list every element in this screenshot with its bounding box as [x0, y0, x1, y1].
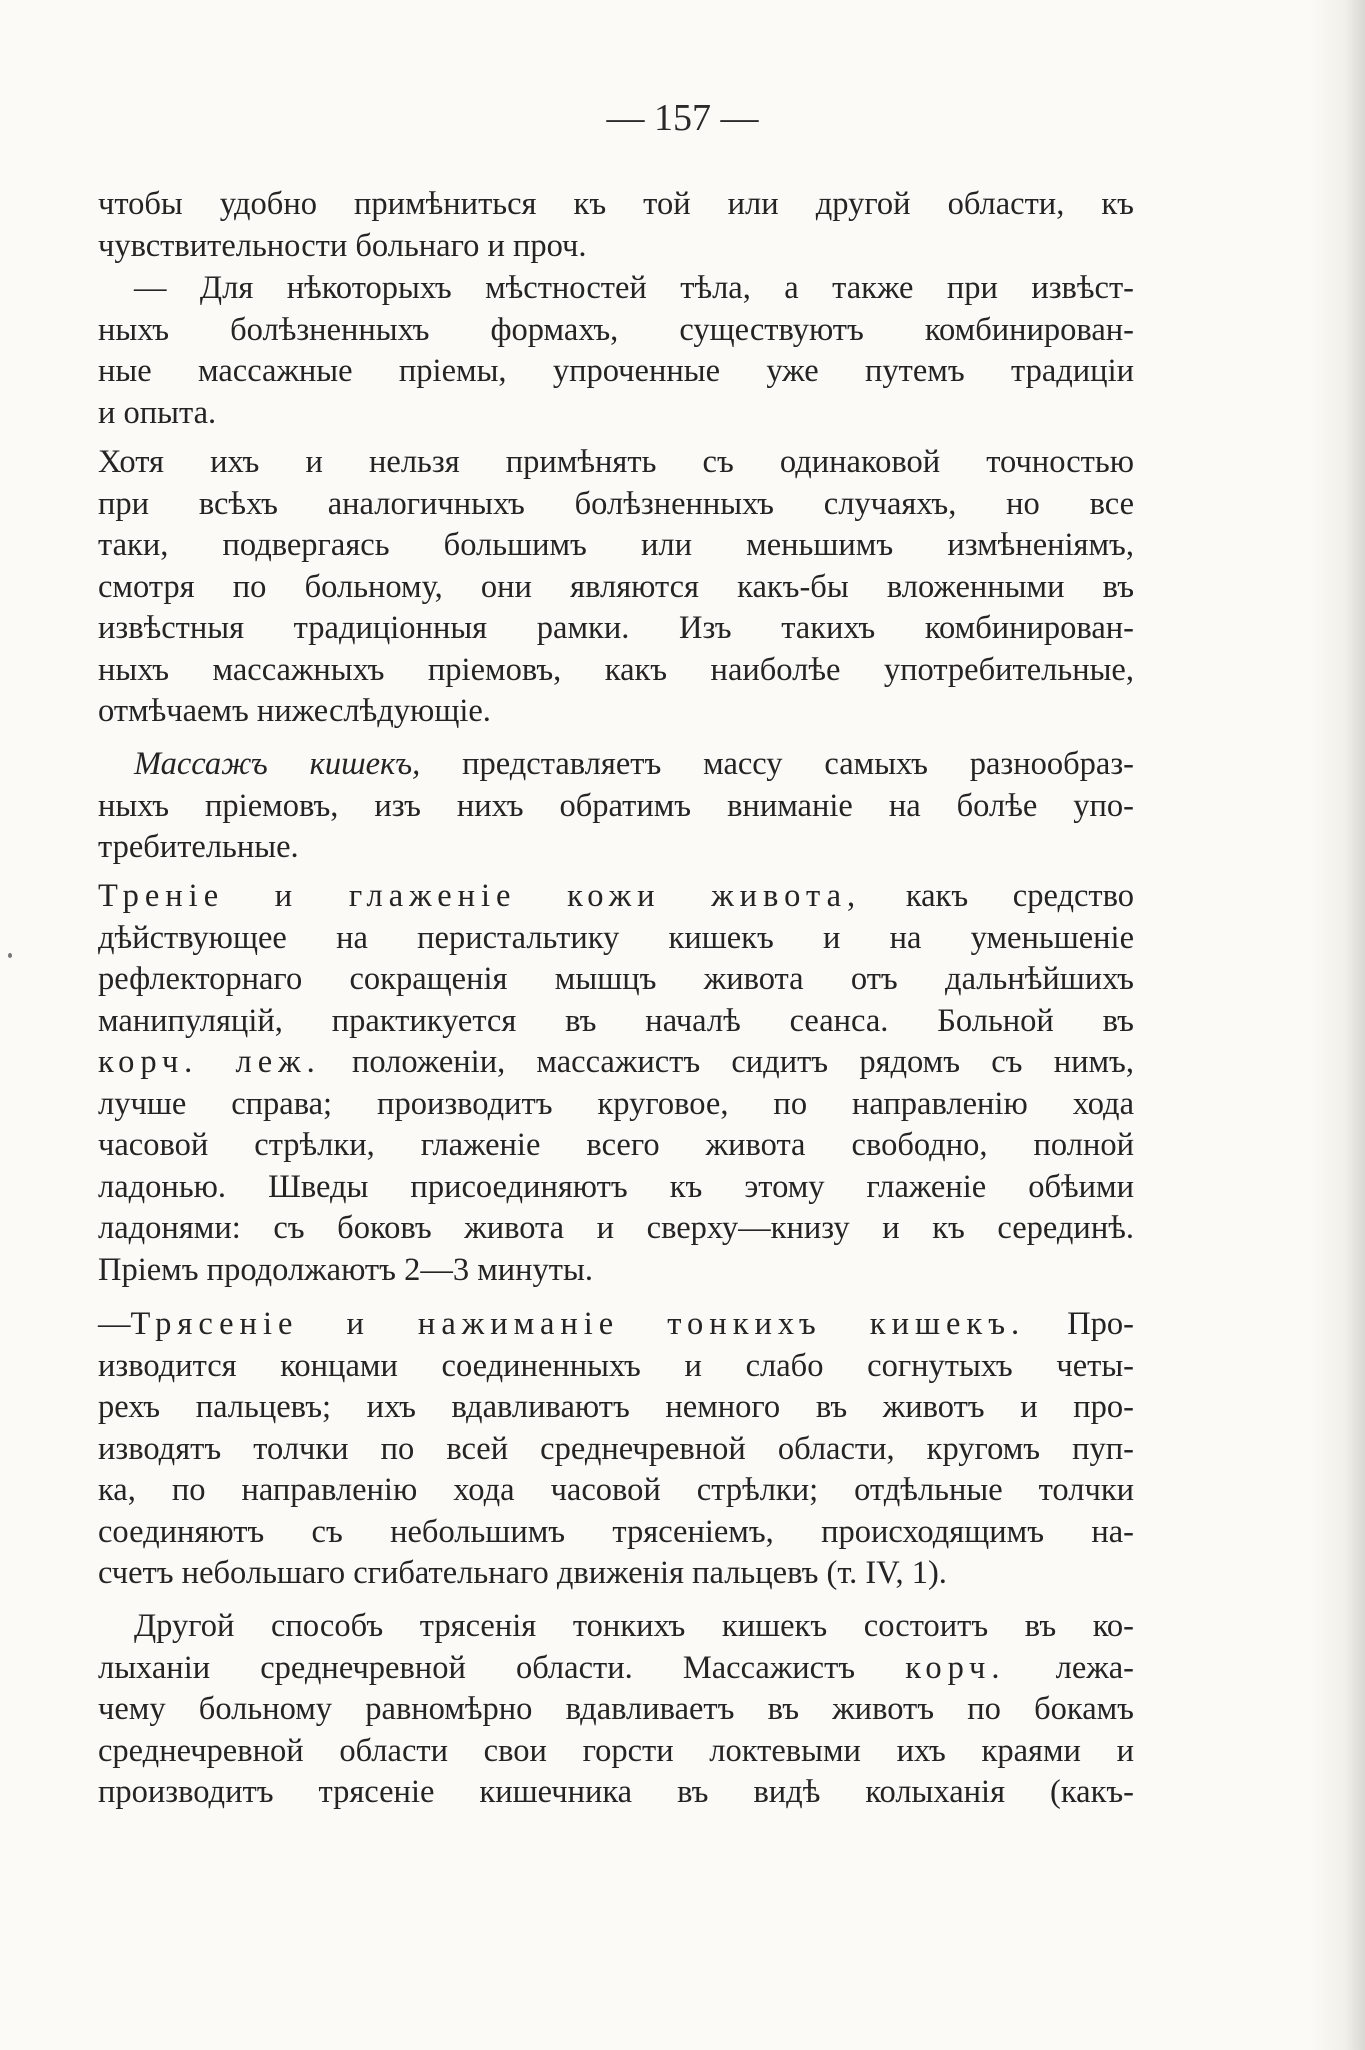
text-line [98, 1304, 1134, 1346]
text-line: изводятъ толчки по всей среднечревной области, кругомъ пуп- [98, 1430, 1134, 1467]
text-run: лежа- [1005, 1649, 1134, 1686]
paragraph-continuation [98, 184, 1134, 267]
text-line: — Для нѣкоторыхъ мѣстностей тѣла, а также при извѣст- [134, 270, 1134, 306]
text-line: соединяютъ съ небольшимъ трясеніемъ, происходящимъ на- [98, 1513, 1134, 1550]
text-line: ладонями: съ боковъ живота и сверху—книзу и къ серединѣ. [98, 1210, 1134, 1246]
text-line: чувствительности больнаго и проч. [98, 227, 587, 264]
text-line: требительные. [98, 829, 299, 865]
paragraph-shaking-pressing [98, 1304, 1134, 1595]
text-line: лучше справа; производитъ круговое, по направленію хода [98, 1085, 1134, 1122]
text-line: среднечревной области свои горсти локтевыми ихъ краями и [98, 1732, 1134, 1769]
text-line: отмѣчаемъ нижеслѣдующіе. [98, 693, 491, 729]
text-line: рехъ пальцевъ; ихъ вдавливаютъ немного въ животъ и про- [98, 1389, 1134, 1425]
text-run: лыханіи среднечревной области. Массажистъ [98, 1649, 856, 1686]
text-line: чему больному равномѣрно вдавливаетъ въ животъ по бокамъ [98, 1691, 1134, 1727]
text-line: Пріемъ продолжаютъ 2—3 минуты. [98, 1251, 593, 1288]
paragraph-intestine-massage [98, 744, 1134, 869]
paragraph-other-method [98, 1606, 1134, 1814]
text-line [98, 744, 1134, 786]
text-line: ныхъ пріемовъ, изъ нихъ обратимъ вниманіе на болѣе упо- [98, 787, 1134, 824]
text-line: Другой способъ трясенія тонкихъ кишекъ состоитъ въ ко- [134, 1608, 1134, 1644]
text-line: ка, по направленію хода часовой стрѣлки; отдѣльные толчки [98, 1472, 1134, 1508]
text-line [98, 1648, 1134, 1690]
text-line: смотря по больному, они являются какъ-бы вложенными въ [98, 568, 1134, 605]
text-line [98, 876, 1134, 918]
spaced-abbrev: корч. леж. [98, 1044, 321, 1080]
text-line: извѣстныя традиціонныя рамки. Изъ такихъ комбинирован- [98, 610, 1134, 646]
text-line: Хотя ихъ и нельзя примѣнять съ одинаковой точностью [98, 444, 1134, 480]
text-run: какъ средство [861, 878, 1134, 914]
paragraph-traditional-frames [98, 442, 1134, 733]
text-line: манипуляцій, практикуется въ началѣ сеанса. Больной въ [98, 1002, 1134, 1039]
text-line: изводится концами соединенныхъ и слабо согнутыхъ четы- [98, 1347, 1134, 1384]
text-run: представляетъ массу самыхъ разнообраз- [420, 746, 1135, 782]
text-line: счетъ небольшаго сгибательнаго движенія пальцевъ (т. IV, 1). [98, 1555, 947, 1591]
text-line: при всѣхъ аналогичныхъ болѣзненныхъ случаяхъ, но все [98, 485, 1134, 522]
text-line: чтобы удобно примѣниться къ той или другой области, къ [98, 186, 1134, 222]
text-line: таки, подвергаясь большимъ или меньшимъ измѣненіямъ, [98, 527, 1134, 563]
text-line: ные массажные пріемы, упроченные уже путемъ традиціи [98, 353, 1134, 389]
text-run: Про- [1025, 1306, 1135, 1342]
text-line: дѣйствующее на перистальтику кишекъ и на уменьшеніе [98, 919, 1134, 956]
dash: — [98, 1306, 131, 1342]
text-line: ныхъ болѣзненныхъ формахъ, существуютъ комбинирован- [98, 311, 1134, 348]
spaced-heading: Треніе и глаженіе кожи живота, [98, 878, 862, 914]
italic-heading: Массажъ кишекъ, [134, 746, 421, 782]
page-number: — 157 — [606, 97, 759, 139]
text-line [98, 1042, 1134, 1084]
spaced-heading: Трясеніе и нажиманіе тонкихъ кишекъ. [130, 1306, 1026, 1342]
paragraph-rubbing-stroking [98, 876, 1134, 1291]
text-line: производитъ трясеніе кишечника въ видѣ колыханія (какъ- [98, 1774, 1134, 1810]
text-line: и опыта. [98, 394, 217, 431]
text-line: часовой стрѣлки, глаженіе всего живота свободно, полной [98, 1127, 1134, 1163]
paragraph-combined-techniques [98, 268, 1134, 434]
text-run: положеніи, массажистъ сидитъ рядомъ съ нимъ, [320, 1044, 1134, 1080]
text-line: рефлекторнаго сокращенія мышцъ живота отъ дальнѣйшихъ [98, 961, 1134, 997]
spaced-abbrev: корч. [905, 1649, 1006, 1686]
print-speck [8, 953, 12, 958]
text-line: ладонью. Шведы присоединяютъ къ этому глаженіе обѣими [98, 1168, 1134, 1205]
text-line: ныхъ массажныхъ пріемовъ, какъ наиболѣе употребительные, [98, 651, 1134, 688]
